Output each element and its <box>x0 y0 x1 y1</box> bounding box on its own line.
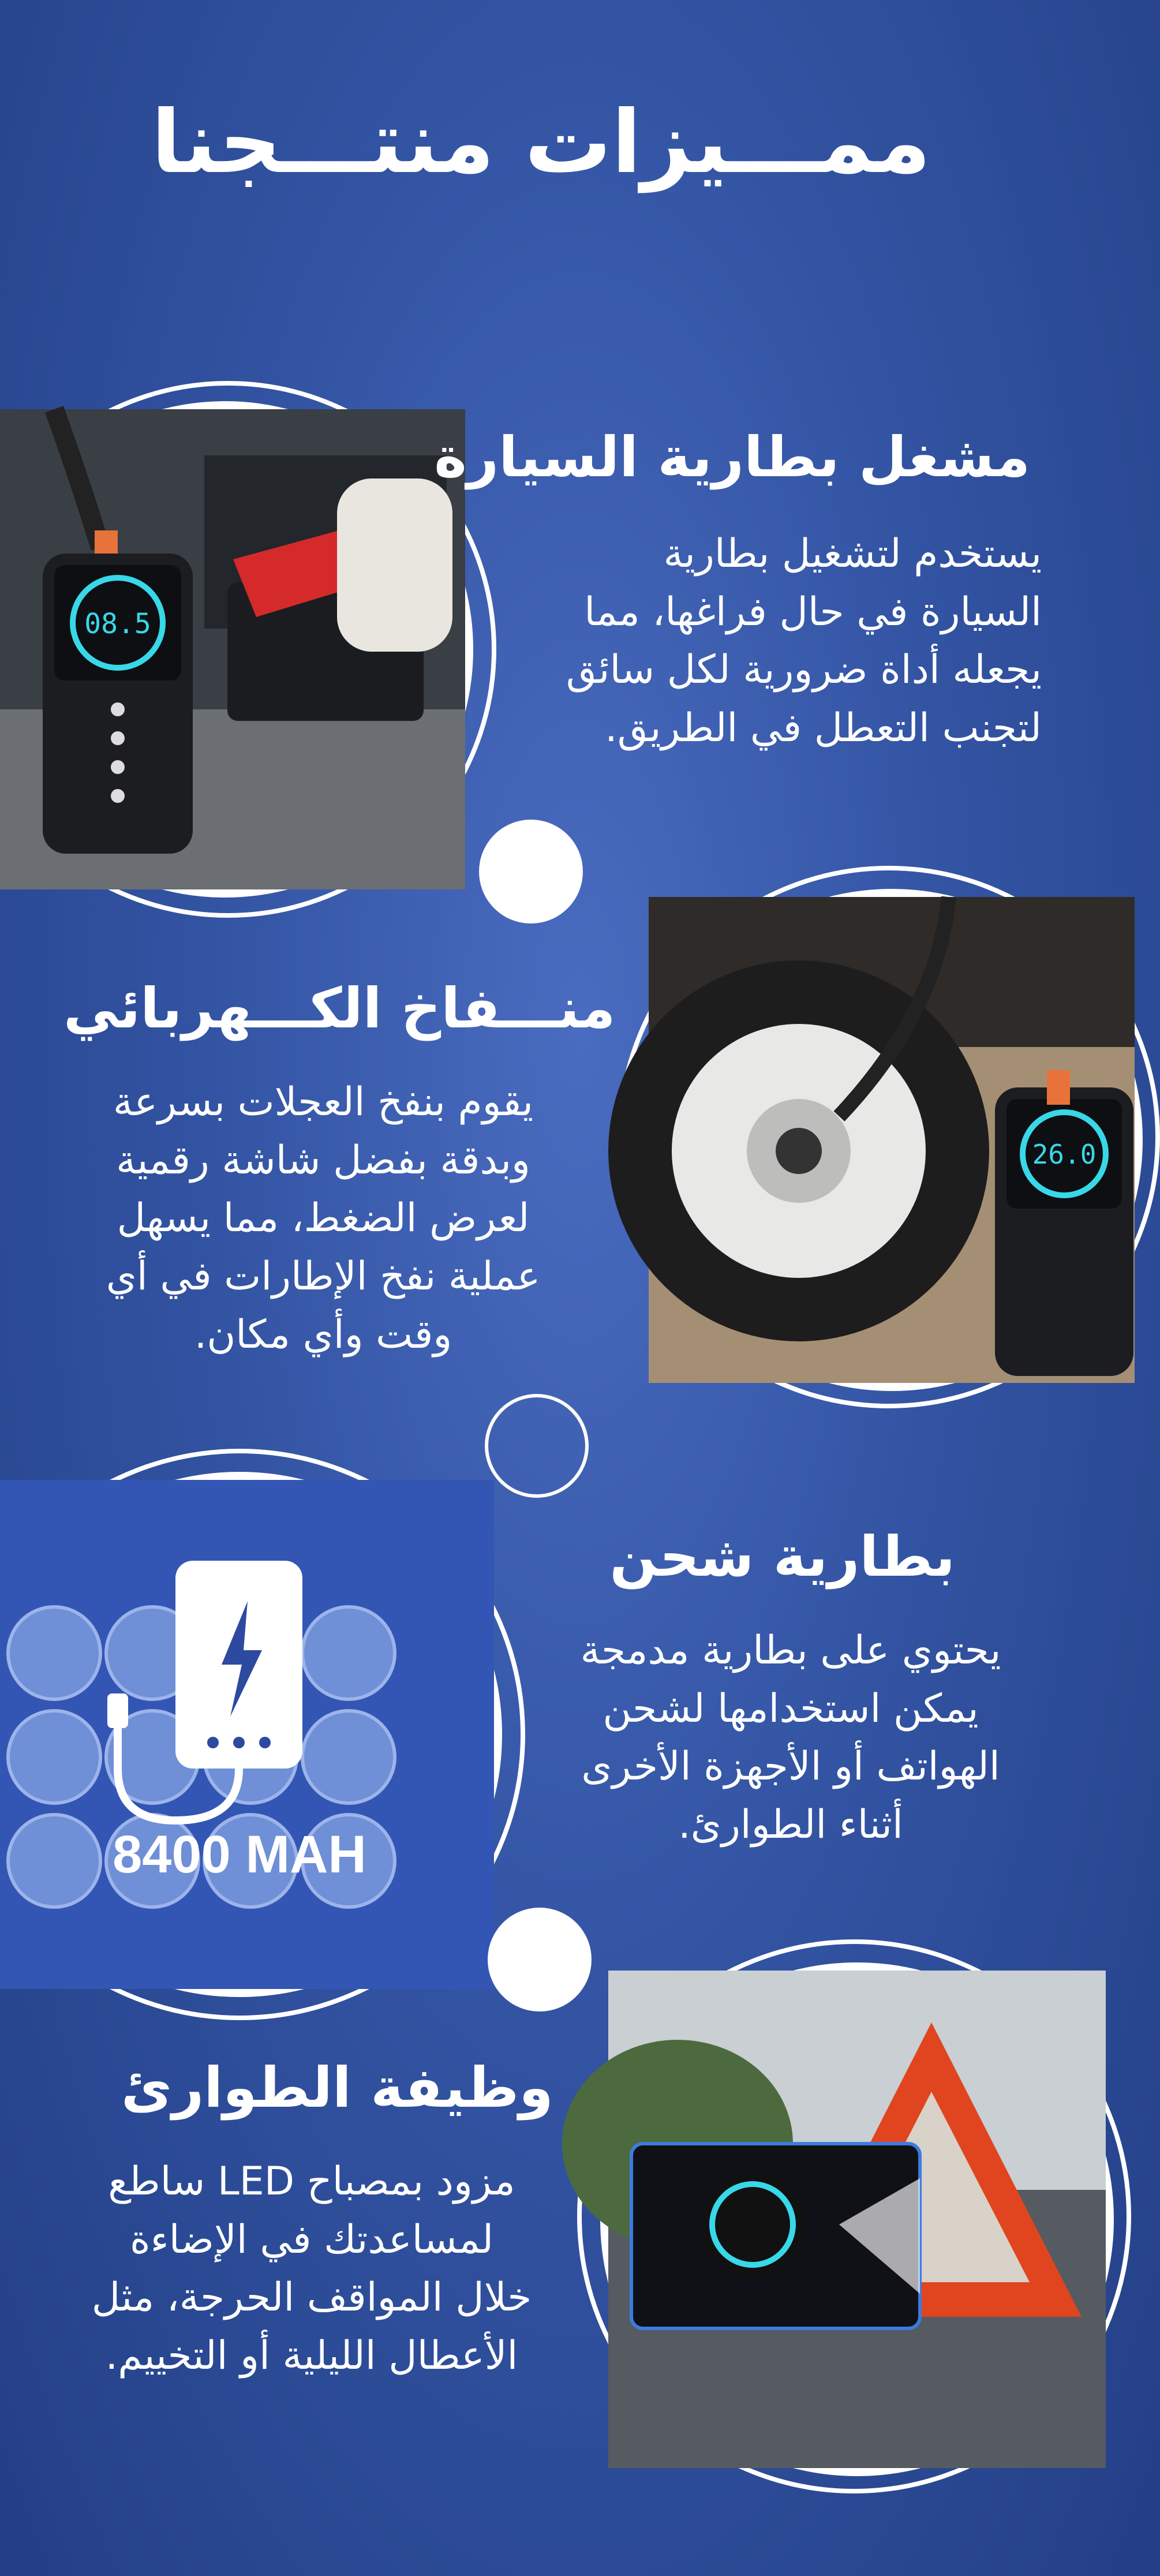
feature-tire-inflator <box>0 860 1097 1437</box>
feature-description: يستخدم لتشغيل بطارية السيارة في حال فراغها، مما يجعله أداة ضرورية لكل سائق لتجنب التعطل في الطريق. <box>566 531 1042 751</box>
jump-starter-photo <box>0 401 473 898</box>
device-readout: 08.5 <box>84 608 151 640</box>
page-title: ممـــيزات منتـــجنا <box>151 92 931 193</box>
feature-description: مزود بمصباح LED ساطع لمساعدتك في الإضاءة خلال المواقف الحرجة، مثل الأعطال الليلية أو التخييم. <box>91 2159 532 2379</box>
tire-inflator-photo <box>641 889 1143 1391</box>
capacity-label: 8400 MAH <box>113 1825 366 1884</box>
emergency-light-photo <box>600 1962 1114 2476</box>
feature-emergency <box>0 1939 1082 2545</box>
power-bank-battery-icon <box>0 1472 502 1997</box>
feature-heading: بطارية شحن <box>609 1524 955 1589</box>
feature-description: يحتوي على بطارية مدمجة يمكن استخدامها لشحن الهواتف أو الأجهزة الأخرى أثناء الطوارئ. <box>580 1628 1001 1848</box>
feature-car-battery <box>0 369 1082 889</box>
feature-heading: منـــفاخ الكـــهربائي <box>63 976 616 1041</box>
pressure-readout: 26.0 <box>1032 1139 1097 1170</box>
feature-heading: وظيفة الطوارئ <box>121 2055 553 2120</box>
feature-description: يقوم بنفخ العجلات بسرعة وبدقة بفضل شاشة رقمية لعرض الضغط، مما يسهل عملية نفخ الإطارات في أي وقت وأي مكان. <box>106 1079 541 1358</box>
feature-heading: مشغل بطارية السيارة <box>434 425 1030 489</box>
